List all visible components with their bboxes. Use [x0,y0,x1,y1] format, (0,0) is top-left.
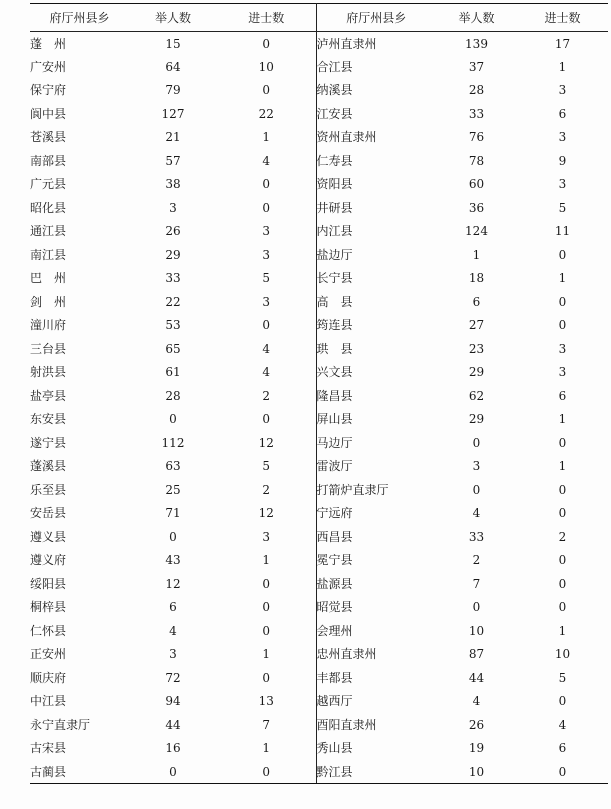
right-juren-cell: 139 [465,36,488,51]
right-prefecture-cell: 盐源县 [316,572,436,596]
right-prefecture-cell: 酉阳直隶州 [316,713,436,737]
left-prefecture-cell: 广安州 [30,59,67,74]
left-juren-cell: 22 [165,294,181,309]
right-prefecture-cell: 江安县 [316,102,436,126]
table-row [30,643,608,667]
right-jinshi-cell: 0 [558,694,567,709]
left-juren-cell: 57 [165,153,181,168]
left-jinshi-cell: 5 [217,267,316,291]
right-jinshi-cell: 0 [558,318,567,333]
left-juren-cell: 63 [165,459,181,474]
left-jinshi-cell: 3 [217,243,316,267]
table-row [30,126,608,150]
right-juren-cell: 124 [465,224,488,239]
right-jinshi-cell: 3 [558,83,567,98]
left-juren-cell: 33 [165,271,181,286]
right-prefecture-cell: 隆昌县 [316,384,436,408]
left-juren-cell: 29 [165,247,181,262]
table-row [30,737,608,761]
right-jinshi-cell: 0 [558,576,567,591]
right-prefecture-cell: 资阳县 [316,173,436,197]
left-prefecture-cell: 遵义府 [30,553,67,568]
right-juren-cell: 87 [468,647,485,662]
left-juren-cell: 53 [165,318,181,333]
right-juren-cell: 60 [468,177,485,192]
left-juren-cell: 0 [169,412,177,427]
left-prefecture-cell: 遵义县 [30,529,67,544]
right-jinshi-cell: 3 [558,365,567,380]
right-prefecture-cell: 内江县 [316,220,436,244]
table-row [30,408,608,432]
right-jinshi-cell: 0 [558,294,567,309]
table-row [30,32,608,56]
right-prefecture-cell: 打箭炉直隶厅 [316,478,436,502]
right-prefecture-cell: 泸州直隶州 [316,32,436,56]
left-jinshi-cell: 1 [217,549,316,573]
header-jinshi-right: 进士数 [517,4,608,32]
header-juren-right: 举人数 [436,4,517,32]
left-prefecture-cell: 剑 州 [30,294,67,309]
left-prefecture-cell: 巴 州 [30,271,67,286]
left-jinshi-cell: 0 [217,760,316,784]
left-juren-cell: 94 [165,694,181,709]
table-row [30,455,608,479]
right-prefecture-cell: 纳溪县 [316,79,436,103]
left-prefecture-cell: 阆中县 [30,106,67,121]
right-juren-cell: 78 [468,153,485,168]
left-jinshi-cell: 4 [217,149,316,173]
juren-jinshi-table [30,3,608,784]
left-jinshi-cell: 13 [217,690,316,714]
left-jinshi-cell: 4 [217,337,316,361]
left-prefecture-cell: 射洪县 [30,365,67,380]
right-prefecture-cell: 合江县 [316,55,436,79]
table-row [30,549,608,573]
right-jinshi-cell: 1 [558,271,567,286]
right-juren-cell: 4 [472,506,481,521]
right-jinshi-cell: 10 [554,647,571,662]
right-jinshi-cell: 0 [517,760,608,784]
table-row [30,384,608,408]
left-juren-cell: 28 [165,388,181,403]
table-row [30,243,608,267]
header-prefecture-left: 府厅州县乡 [30,4,129,32]
left-jinshi-cell: 12 [217,431,316,455]
right-juren-cell: 0 [472,600,481,615]
right-juren-cell: 10 [468,623,485,638]
left-juren-cell: 44 [165,717,181,732]
left-jinshi-cell: 0 [217,314,316,338]
right-jinshi-cell: 1 [558,412,567,427]
left-jinshi-cell: 1 [217,126,316,150]
left-prefecture-cell: 苍溪县 [30,130,67,145]
left-jinshi-cell: 0 [217,572,316,596]
right-prefecture-cell: 黔江县 [316,760,436,784]
left-juren-cell: 71 [165,506,181,521]
left-juren-cell: 127 [161,106,185,121]
right-prefecture-cell: 长宁县 [316,267,436,291]
right-jinshi-cell: 5 [558,670,567,685]
right-prefecture-cell: 昭觉县 [316,596,436,620]
right-juren-cell: 29 [468,412,485,427]
right-jinshi-cell: 1 [558,459,567,474]
left-jinshi-cell: 0 [217,408,316,432]
table-row [30,361,608,385]
right-prefecture-cell: 屏山县 [316,408,436,432]
right-prefecture-cell: 仁寿县 [316,149,436,173]
left-prefecture-cell: 蓬 州 [30,36,67,51]
left-jinshi-cell: 3 [217,220,316,244]
table-row [30,572,608,596]
table-row [30,220,608,244]
left-jinshi-cell: 22 [217,102,316,126]
left-juren-cell: 26 [165,224,181,239]
table-row [30,690,608,714]
right-juren-cell: 1 [472,247,481,262]
left-prefecture-cell: 广元县 [30,177,67,192]
right-jinshi-cell: 1 [558,623,567,638]
left-jinshi-cell: 0 [217,619,316,643]
right-jinshi-cell: 0 [558,247,567,262]
left-jinshi-cell: 2 [217,478,316,502]
right-juren-cell: 6 [472,294,481,309]
table-row [30,314,608,338]
right-prefecture-cell: 西昌县 [316,525,436,549]
right-jinshi-cell: 5 [558,200,567,215]
left-prefecture-cell: 绥阳县 [30,576,67,591]
table-row [30,619,608,643]
right-jinshi-cell: 9 [558,153,567,168]
left-juren-cell: 12 [165,576,181,591]
table-row [30,760,608,784]
left-prefecture-cell: 古蔺县 [30,760,129,784]
left-juren-cell: 79 [165,83,181,98]
left-prefecture-cell: 顺庆府 [30,670,67,685]
left-jinshi-cell: 10 [217,55,316,79]
table-row [30,102,608,126]
header-jinshi-left: 进士数 [217,4,316,32]
right-prefecture-cell: 盐边厅 [316,243,436,267]
table-row [30,149,608,173]
left-prefecture-cell: 东安县 [30,412,67,427]
right-prefecture-cell: 马边厅 [316,431,436,455]
left-jinshi-cell: 0 [217,666,316,690]
table-row [30,337,608,361]
table-row [30,55,608,79]
header-juren-left: 举人数 [129,4,217,32]
left-prefecture-cell: 蓬溪县 [30,459,67,474]
right-prefecture-cell: 筠连县 [316,314,436,338]
right-juren-cell: 76 [468,130,485,145]
table-row [30,173,608,197]
right-jinshi-cell: 3 [558,177,567,192]
right-juren-cell: 10 [436,760,517,784]
left-jinshi-cell: 4 [217,361,316,385]
left-prefecture-cell: 遂宁县 [30,435,67,450]
table-row [30,196,608,220]
left-jinshi-cell: 0 [217,79,316,103]
right-prefecture-cell: 秀山县 [316,737,436,761]
left-juren-cell: 43 [165,553,181,568]
right-jinshi-cell: 2 [558,529,567,544]
left-prefecture-cell: 古宋县 [30,741,67,756]
right-jinshi-cell: 11 [554,224,571,239]
right-juren-cell: 36 [468,200,485,215]
left-juren-cell: 64 [165,59,181,74]
left-jinshi-cell: 3 [217,290,316,314]
left-jinshi-cell: 0 [217,32,316,56]
left-prefecture-cell: 三台县 [30,341,67,356]
right-juren-cell: 62 [468,388,485,403]
table-body [30,32,608,784]
right-prefecture-cell: 兴文县 [316,361,436,385]
left-juren-cell: 72 [165,670,181,685]
right-juren-cell: 7 [472,576,481,591]
left-juren-cell: 0 [129,760,217,784]
right-juren-cell: 0 [472,435,481,450]
right-jinshi-cell: 6 [558,741,567,756]
left-prefecture-cell: 正安州 [30,647,67,662]
left-prefecture-cell: 通江县 [30,224,67,239]
left-juren-cell: 38 [165,177,181,192]
right-prefecture-cell: 资州直隶州 [316,126,436,150]
right-juren-cell: 18 [468,271,485,286]
left-jinshi-cell: 2 [217,384,316,408]
right-juren-cell: 2 [472,553,481,568]
table-row [30,267,608,291]
right-jinshi-cell: 6 [558,106,567,121]
left-juren-cell: 3 [169,200,177,215]
left-juren-cell: 61 [165,365,181,380]
right-juren-cell: 28 [468,83,485,98]
left-jinshi-cell: 0 [217,596,316,620]
left-juren-cell: 15 [165,36,181,51]
left-prefecture-cell: 中江县 [30,694,67,709]
right-jinshi-cell: 0 [558,435,567,450]
left-juren-cell: 21 [165,130,181,145]
left-juren-cell: 6 [169,600,177,615]
right-jinshi-cell: 0 [558,482,567,497]
left-prefecture-cell: 昭化县 [30,200,67,215]
table-row [30,290,608,314]
left-prefecture-cell: 南部县 [30,153,67,168]
table-row [30,713,608,737]
left-prefecture-cell: 保宁府 [30,83,67,98]
table-row [30,431,608,455]
left-jinshi-cell: 3 [217,525,316,549]
left-juren-cell: 4 [169,623,177,638]
right-juren-cell: 4 [472,694,481,709]
right-prefecture-cell: 冕宁县 [316,549,436,573]
header-prefecture-right: 府厅州县乡 [316,4,436,32]
right-juren-cell: 33 [468,529,485,544]
left-jinshi-cell: 1 [217,643,316,667]
right-juren-cell: 23 [468,341,485,356]
right-juren-cell: 29 [468,365,485,380]
table-row [30,666,608,690]
right-juren-cell: 37 [468,59,485,74]
left-prefecture-cell: 潼川府 [30,318,67,333]
right-prefecture-cell: 珙 县 [316,337,436,361]
left-prefecture-cell: 南江县 [30,247,67,262]
right-juren-cell: 33 [468,106,485,121]
left-jinshi-cell: 0 [217,173,316,197]
right-juren-cell: 27 [468,318,485,333]
right-juren-cell: 26 [468,717,485,732]
left-juren-cell: 3 [169,647,177,662]
left-prefecture-cell: 永宁直隶厅 [30,717,91,732]
left-prefecture-cell: 安岳县 [30,506,67,521]
table-row [30,79,608,103]
left-jinshi-cell: 5 [217,455,316,479]
left-juren-cell: 0 [169,529,177,544]
left-jinshi-cell: 12 [217,502,316,526]
left-jinshi-cell: 7 [217,713,316,737]
left-juren-cell: 112 [161,435,185,450]
left-prefecture-cell: 桐梓县 [30,600,67,615]
right-jinshi-cell: 3 [558,130,567,145]
right-prefecture-cell: 会理州 [316,619,436,643]
right-prefecture-cell: 雷波厅 [316,455,436,479]
table-row [30,525,608,549]
left-prefecture-cell: 仁怀县 [30,623,67,638]
right-juren-cell: 3 [472,459,481,474]
right-jinshi-cell: 1 [558,59,567,74]
left-juren-cell: 16 [165,741,181,756]
left-juren-cell: 65 [165,341,181,356]
right-jinshi-cell: 4 [558,717,567,732]
left-prefecture-cell: 乐至县 [30,482,67,497]
right-jinshi-cell: 6 [558,388,567,403]
right-jinshi-cell: 0 [558,506,567,521]
right-prefecture-cell: 越西厅 [316,690,436,714]
table-row [30,596,608,620]
right-prefecture-cell: 宁远府 [316,502,436,526]
right-juren-cell: 19 [468,741,485,756]
right-prefecture-cell: 井研县 [316,196,436,220]
right-juren-cell: 0 [472,482,481,497]
right-prefecture-cell: 丰都县 [316,666,436,690]
right-jinshi-cell: 0 [558,600,567,615]
table-row [30,478,608,502]
left-jinshi-cell: 1 [217,737,316,761]
right-jinshi-cell: 0 [558,553,567,568]
right-juren-cell: 44 [468,670,485,685]
left-jinshi-cell: 0 [217,196,316,220]
header-row [30,4,608,32]
table-row [30,502,608,526]
right-prefecture-cell: 高 县 [316,290,436,314]
left-prefecture-cell: 盐亭县 [30,388,67,403]
right-jinshi-cell: 3 [558,341,567,356]
left-juren-cell: 25 [165,482,181,497]
right-jinshi-cell: 17 [554,36,571,51]
right-prefecture-cell: 忠州直隶州 [316,643,436,667]
